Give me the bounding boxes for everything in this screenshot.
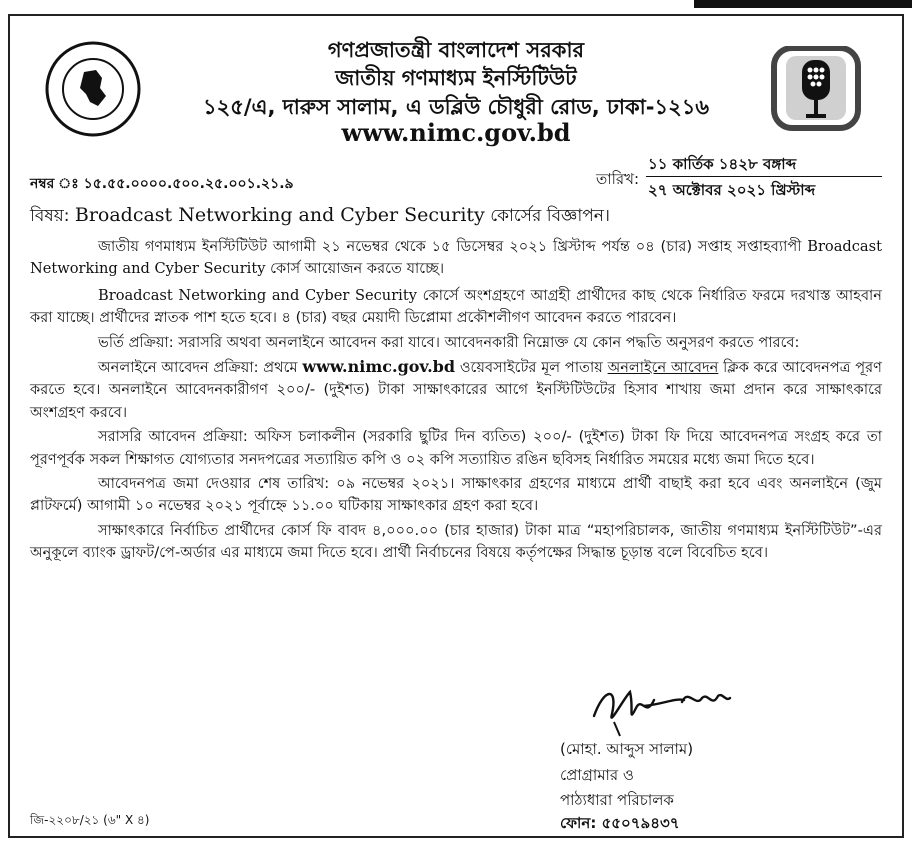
paragraph-eligibility-text: কোর্সে অংশগ্রহণে আগ্রহী প্রার্থীদের কাছ থেকে নির্ধারিত ফরমে দরখাস্ত আহবান করা যাচ্ছে। প্রার্থীদের স্নাতক পাশ হতে হবে। ৪ (চার) বছর মেয়াদী ডিপ্লোমা প্রকৌশলীগণ আবেদন করতে পারবেন। <box>30 286 883 327</box>
header-website: www.nimc.gov.bd <box>341 118 571 147</box>
date-label: তারিখ: <box>596 170 640 188</box>
top-edge-bar <box>694 0 912 8</box>
paragraph-deadline: আবেদনপত্র জমা দেওয়ার শেষ তারিখ: ০৯ নভেম্বর ২০২১। সাক্ষাৎকার গ্রহণের মাধ্যমে প্রার্থী বাছাই করা হবে এবং অনলাইনে (জুম প্লাটফর্মে) আগামী ১০ নভেম্বর ২০২১ পূর্বাহ্নে ১১.০০ ঘটিকায় সাক্ষাৎকার গ্রহণ করা হবে। <box>30 475 882 515</box>
memo-number: নম্বর ঃ ১৫.৫৫.০০০০.৫০০.২৫.০০১.২১.৯ <box>30 176 294 192</box>
paragraph-eligibility <box>30 285 882 330</box>
footer-ad-code: জি-২২০৮/২১ (৬" X ৪) <box>30 813 150 827</box>
subject-suffix: কোর্সের বিজ্ঞাপন। <box>490 206 611 226</box>
paragraph-intro <box>30 236 882 281</box>
paragraph-intro-tail: কোর্স আয়োজন করতে যাচ্ছে। <box>270 260 445 278</box>
paragraph-admission: ভর্তি প্রক্রিয়া: সরাসরি অথবা অনলাইনে আবেদন করা যাবে। আবেদনকারী নিম্নোক্ত যে কোন পদ্ধতি অনুসরণ করতে পারবে: <box>98 333 800 351</box>
date-english: ২৭ অক্টোবর ২০২১ খ্রিস্টাব্দ <box>648 181 816 199</box>
paragraph-online <box>30 356 882 424</box>
online-apply-link: অনলাইনে আবেদন <box>607 359 719 377</box>
header-institute: জাতীয় গণমাধ্যম ইনস্টিটিউট <box>335 66 577 90</box>
subject-label: বিষয়: <box>30 206 70 226</box>
paragraph-intro-course: Broadcast Networking and Cyber Security <box>30 238 882 278</box>
notice-body <box>30 236 882 565</box>
paragraph-online-url: www.nimc.gov.bd <box>302 357 456 377</box>
date-bangla: ১১ কার্তিক ১৪২৮ বঙ্গাব্দ <box>648 155 797 173</box>
subject-course: Broadcast Networking and Cyber Security <box>74 204 485 226</box>
signatory-name: (মোহা. আব্দুস সালাম) <box>560 740 694 758</box>
paragraph-intro-text: জাতীয় গণমাধ্যম ইনস্টিটিউট আগামী ২১ নভেম্বর থেকে ১৫ ডিসেম্বর ২০২১ খ্রিস্টাব্দ পর্যন্ত ০৪ (চার) সপ্তাহ সপ্তাহব্যাপী <box>98 238 802 255</box>
paragraph-eligibility-course: Broadcast Networking and Cyber Security <box>98 286 417 304</box>
paragraph-online-text2: ওয়েবসাইটের মূল পাতায় <box>459 359 603 377</box>
signatory-designation-2: পাঠ্যধারা পরিচালক <box>560 791 674 809</box>
handwritten-signature <box>584 678 734 738</box>
paragraph-fee: সাক্ষাৎকারে নির্বাচিত প্রার্থীদের কোর্স ফি বাবদ ৪,০০০.০০ (চার হাজার) টাকা মাত্র “মহাপরিচালক, জাতীয় গণমাধ্যম ইনস্টিটিউট”-এর অনুকূলে ব্যাংক ড্রাফট/পে-অর্ডার এর মাধ্যমে জমা দিতে হবে। প্রার্থী নির্বাচনের বিষয়ে কর্তৃপক্ষের সিদ্ধান্ত চূড়ান্ত বলে বিবেচিত হবে। <box>30 521 882 562</box>
subject-line <box>30 203 610 231</box>
signatory-designation-1: প্রোগ্রামার ও <box>560 766 634 784</box>
header-government: গণপ্রজাতন্ত্রী বাংলাদেশ সরকার <box>327 38 585 62</box>
header-address: ১২৫/এ, দারুস সালাম, এ ডব্লিউ চৌধুরী রোড, ঢাকা-১২১৬ <box>202 95 710 119</box>
signatory-phone: ফোন: ৫৫০৭৯৪৩৭ <box>560 814 680 832</box>
paragraph-online-text3: ক্লিক করে আবেদনপত্র পূরণ করতে হবে। অনলাইনে আবেদনকারীগণ ২০০/- (দুইশত) টাকা সাক্ষাৎকারের আগে ইনস্টিটিউটের হিসাব শাখায় জমা প্রদান করে সাক্ষাৎকারে অংশগ্রহণ করবে। <box>30 359 883 421</box>
paragraph-direct: সরাসরি আবেদন প্রক্রিয়া: অফিস চলাকলীন (সরকারি ছুটির দিন ব্যতিত) ২০০/- (দুইশত) টাকা ফি দিয়ে আবেদনপত্র সংগ্রহ করে তা পূরণপূর্বক সকল শিক্ষাগত যোগ্যতার সনদপত্রের সত্যায়িত কপি ও ০২ কপি সত্যায়িত রঙিন ছবিসহ নির্ধারিত সময়ের মধ্যে জমা দিতে হবে। <box>30 428 882 468</box>
date-divider <box>646 176 882 177</box>
paragraph-online-text: অনলাইনে আবেদন প্রক্রিয়া: প্রথমে <box>98 359 298 377</box>
